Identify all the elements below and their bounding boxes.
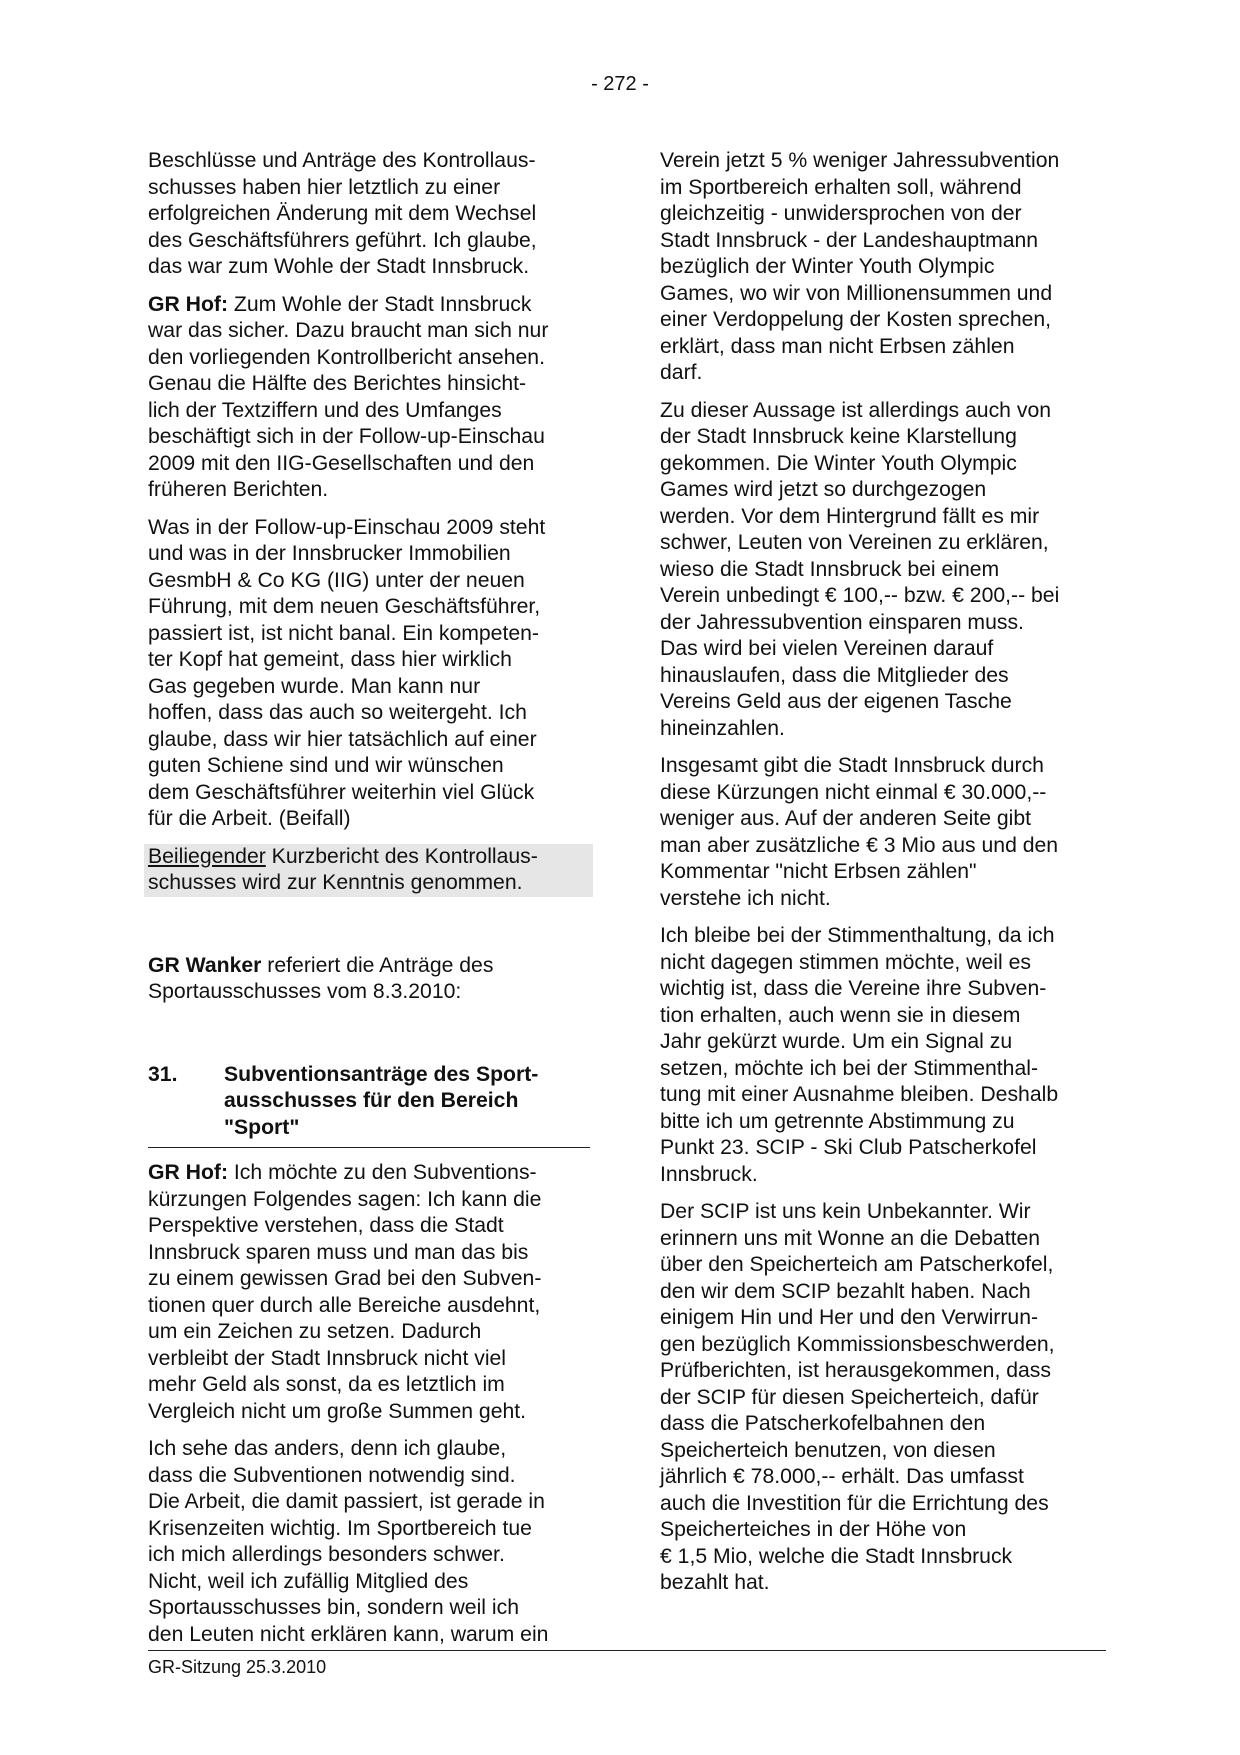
report-intro bbox=[148, 953, 593, 1006]
agenda-number: 31. bbox=[148, 1062, 178, 1086]
resolution-box bbox=[144, 844, 593, 897]
paragraph: Insgesamt gibt die Stadt Innsbruck durch diese Kürzungen nicht einmal € 30.000,-- weniger aus. Auf der anderen Seite gibt man aber zusätzliche € 3 Mio aus und den Kommentar "nicht Erbsen zählen" verstehe ich nicht. bbox=[660, 754, 1059, 910]
footer-session-date: GR-Sitzung 25.3.2010 bbox=[148, 1657, 327, 1677]
intro-text: referiert die Anträge des Sportausschusses vom 8.3.2010: bbox=[148, 953, 494, 1003]
speech-text: Zum Wohle der Stadt Innsbruck war das sicher. Dazu braucht man sich nur den vorliegenden Kontrollbericht ansehen. Genau die Hälfte des Berichtes hinsicht- lich der Textziffern und des Umfanges beschäftigt sich in der Follow-up-Einschau 2009 mit den IIG-Gesellschaften und den früheren Berichten. bbox=[148, 292, 549, 501]
speech-text: Ich möchte zu den Subventions- kürzungen Folgendes sagen: Ich kann die Perspektive verstehen, dass die Stadt Innsbruck sparen muss und man das bis zu einem gewissen Grad bei den Subven- tionen quer durch alle Bereiche ausdehnt, um ein Zeichen zu setzen. Dadurch verbleibt der Stadt Innsbruck nicht viel mehr Geld als sonst, da es letztlich im Vergleich nicht um große Summen geht. bbox=[148, 1161, 542, 1423]
page-number: - 272 - bbox=[591, 73, 649, 95]
resolution-underlined-word: Beiliegender bbox=[148, 844, 266, 868]
speech-paragraph bbox=[148, 292, 593, 504]
speaker-name: GR Hof: bbox=[148, 1161, 229, 1184]
resolution-text: Kurzbericht des Kontrollaus- schusses wird zur Kenntnis genommen. bbox=[148, 844, 538, 894]
paragraph: Ich sehe das anders, denn ich glaube, dass die Subventionen notwendig sind. Die Arbeit, die damit passiert, ist gerade in Krisenzeiten wichtig. Im Sportbereich tue ich mich allerdings besonders schwer. Nicht, weil ich zufällig Mitglied des Sportausschusses bin, sondern weil ich den Leuten nicht erklären kann, warum ein bbox=[148, 1437, 549, 1646]
paragraph: Der SCIP ist uns kein Unbekannter. Wir erinnern uns mit Wonne an die Debatten über den Speicherteich am Patscherkofel, den wir dem SCIP bezahlt haben. Nach einigem Hin und Her und den Verwirrun- gen bezüglich Kommissionsbeschwerden, Prüfberichten, ist herausgekommen, dass der SCIP für diesen Speicherteich, dafür dass die Patscherkofelbahnen den Speicherteich benutzen, von diesen jährlich € 78.000,-- erhält. Das umfasst auch die Investition für die Errichtung des Speicherteiches in der Höhe von € 1,5 Mio, welche die Stadt Innsbruck bezahlt hat. bbox=[660, 1200, 1055, 1594]
footer-divider bbox=[148, 1650, 1106, 1651]
agenda-title: Subventionsanträge des Sport- ausschusses für den Bereich "Sport" bbox=[224, 1062, 539, 1139]
speaker-name: GR Wanker bbox=[148, 953, 262, 977]
speech-paragraph bbox=[148, 1160, 593, 1425]
right-column bbox=[660, 148, 1105, 1608]
speaker-name: GR Hof: bbox=[148, 292, 229, 316]
paragraph: Ich bleibe bei der Stimmenthaltung, da ich nicht dagegen stimmen möchte, weil es wichtig ist, dass die Vereine ihre Subven- tion erhalten, auch wenn sie in diesem Jahr gekürzt wurde. Um ein Signal zu setzen, möchte ich bei der Stimmenthal- tung mit einer Ausnahme bleiben. Deshalb bitte ich um getrennte Abstimmung zu Punkt 23. SCIP - Ski Club Patscherkofel Innsbruck. bbox=[660, 924, 1059, 1186]
paragraph: Verein jetzt 5 % weniger Jahressubvention im Sportbereich erhalten soll, während gleichzeitig - unwidersprochen von der Stadt Innsbruck - der Landeshauptmann bezüglich der Winter Youth Olympic Games, wo wir von Millionensummen und einer Verdoppelung der Kosten sprechen, erklärt, dass man nicht Erbsen zählen darf. bbox=[660, 149, 1060, 384]
left-column bbox=[148, 148, 593, 1659]
paragraph: Zu dieser Aussage ist allerdings auch von der Stadt Innsbruck keine Klarstellung gekommen. Die Winter Youth Olympic Games wird jetzt so durchgezogen werden. Vor dem Hintergrund fällt es mir schwer, Leuten von Vereinen zu erklären, wieso die Stadt Innsbruck bei einem Verein unbedingt € 100,-- bzw. € 200,-- bei der Jahressubvention einsparen muss. Das wird bei vielen Vereinen darauf hinauslaufen, dass die Mitglieder des Vereins Geld aus der eigenen Tasche hineinzahlen. bbox=[660, 398, 1060, 740]
agenda-heading bbox=[148, 1062, 590, 1149]
paragraph: Beschlüsse und Anträge des Kontrollaus- schusses haben hier letztlich zu einer erfolgreichen Änderung mit dem Wechsel des Geschäftsführers geführt. Ich glaube, das war zum Wohle der Stadt Innsbruck. bbox=[148, 149, 537, 278]
paragraph: Was in der Follow-up-Einschau 2009 steht und was in der Innsbrucker Immobilien GesmbH & Co KG (IIG) unter der neuen Führung, mit dem neuen Geschäftsführer, passiert ist, ist nicht banal. Ein kompeten- ter Kopf hat gemeint, dass hier wirklich Gas gegeben wurde. Man kann nur hoffen, dass das auch so weitergeht. Ich glaube, dass wir hier tatsächlich auf einer guten Schiene sind und wir wünschen dem Geschäftsführer weiterhin viel Glück für die Arbeit. (Beifall) bbox=[148, 515, 546, 830]
